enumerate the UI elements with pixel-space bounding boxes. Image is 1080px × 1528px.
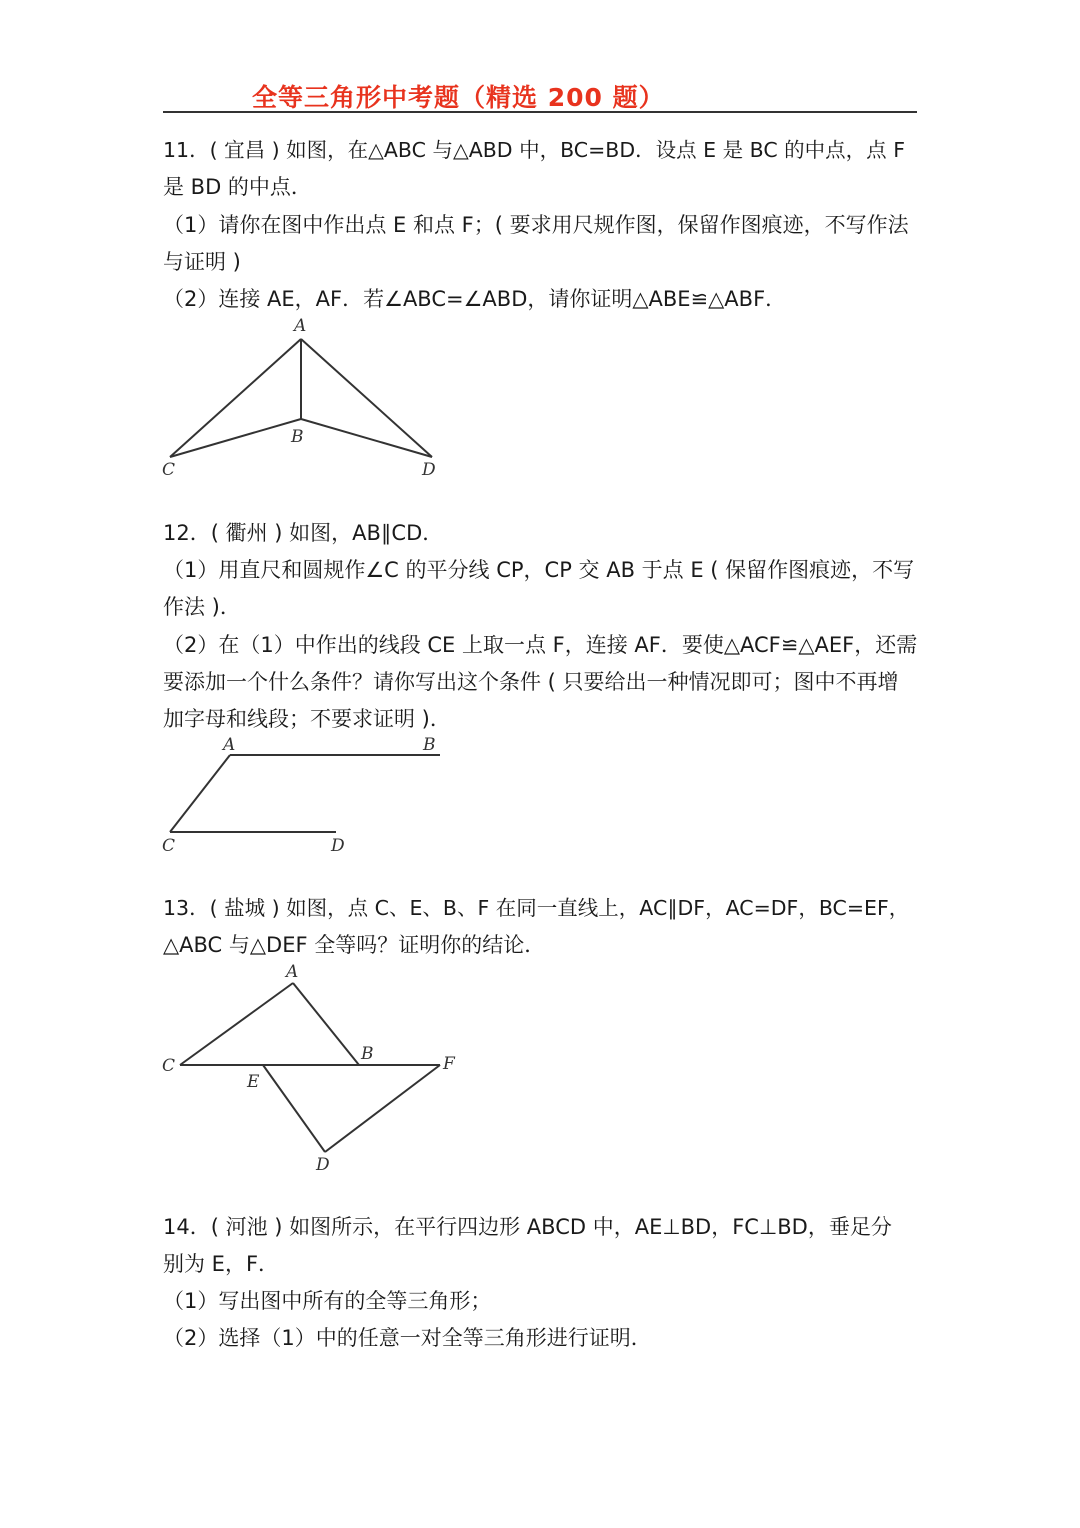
label-b: B bbox=[361, 1044, 374, 1064]
problem-11-line-2: 是 BD 的中点． bbox=[163, 175, 312, 199]
problem-13-line-2: △ABC 与△DEF 全等吗？证明你的结论． bbox=[163, 933, 546, 957]
problem-14-line-1: 14．( 河池 ) 如图所示，在平行四边形 ABCD 中，AE⊥BD，FC⊥BD，垂足分 bbox=[163, 1215, 892, 1239]
segment-ca bbox=[180, 983, 293, 1065]
segment-df bbox=[325, 1065, 440, 1152]
label-d: D bbox=[422, 460, 436, 480]
label-b: B bbox=[423, 735, 436, 755]
problem-14-line-4: （2）选择（1）中的任意一对全等三角形进行证明． bbox=[163, 1326, 652, 1350]
label-c: C bbox=[162, 1056, 176, 1076]
label-f: F bbox=[443, 1054, 455, 1074]
label-d: D bbox=[331, 836, 345, 856]
problem-11-line-1: 11．( 宜昌 ) 如图，在△ABC 与△ABD 中，BC=BD．设点 E 是 BC 的中点，点 F bbox=[163, 138, 905, 162]
segment-ab bbox=[293, 983, 359, 1065]
problem-12-line-3: 作法 )． bbox=[163, 595, 241, 619]
problem-11-line-3: （1）请你在图中作出点 E 和点 F；( 要求用尺规作图，保留作图痕迹，不写作法 bbox=[163, 213, 909, 237]
problem-14-line-3: （1）写出图中所有的全等三角形； bbox=[163, 1289, 492, 1313]
label-a: A bbox=[286, 962, 299, 982]
label-c: C bbox=[162, 460, 176, 480]
problem-12-line-6: 加字母和线段；不要求证明 )． bbox=[163, 707, 451, 731]
problem-12-line-2: （1）用直尺和圆规作∠C 的平分线 CP，CP 交 AB 于点 E ( 保留作图痕迹，不写 bbox=[163, 558, 915, 582]
label-c: C bbox=[162, 836, 176, 856]
problem-12-line-5: 要添加一个什么条件？请你写出这个条件 ( 只要给出一种情况即可；图中不再增 bbox=[163, 670, 899, 694]
label-e: E bbox=[247, 1072, 260, 1092]
problem-14-line-2: 别为 E，F． bbox=[163, 1252, 280, 1276]
problem-11-line-4: 与证明 ) bbox=[163, 250, 241, 274]
problem-11-line-5: （2）连接 AE，AF．若∠ABC=∠ABD，请你证明△ABE≌△ABF． bbox=[163, 287, 787, 311]
label-a: A bbox=[223, 735, 236, 755]
label-d: D bbox=[316, 1155, 330, 1175]
segment-ed bbox=[263, 1065, 325, 1152]
problem-12-line-1: 12．( 衢州 ) 如图，AB∥CD． bbox=[163, 521, 444, 545]
problem-12-line-4: （2）在（1）中作出的线段 CE 上取一点 F，连接 AF．要使△ACF≌△AEF，还需 bbox=[163, 633, 918, 657]
label-a: A bbox=[294, 316, 307, 336]
label-b: B bbox=[291, 427, 304, 447]
problem-13-line-1: 13．( 盐城 ) 如图，点 C、E、B、F 在同一直线上，AC∥DF，AC=DF，BC=EF， bbox=[163, 896, 910, 920]
document-title: 全等三角形中考题（精选 200 题） bbox=[252, 83, 665, 112]
